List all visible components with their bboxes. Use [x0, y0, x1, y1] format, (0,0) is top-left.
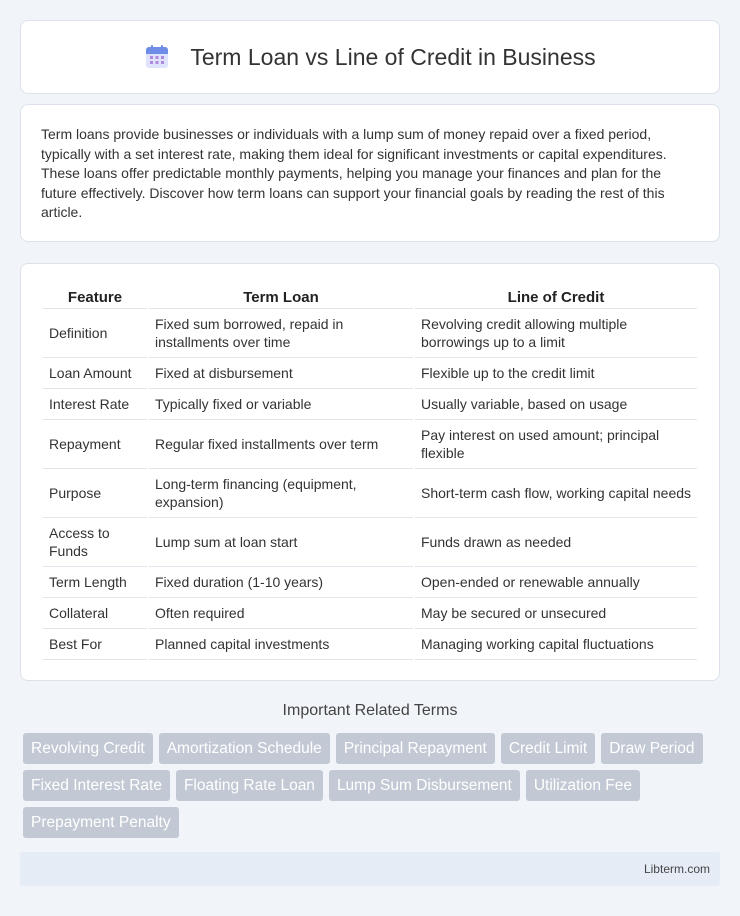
tag-prepayment-penalty[interactable]: Prepayment Penalty	[23, 807, 179, 838]
table-cell: Usually variable, based on usage	[415, 389, 697, 420]
table-row	[43, 358, 697, 389]
table-cell: Loan Amount	[43, 358, 147, 389]
table-cell: Planned capital investments	[149, 629, 413, 660]
intro-text: Term loans provide businesses or individuals with a lump sum of money repaid over a fixed period, typically with a set interest rate, making them ideal for significant investments or capital expenditures. These loans offer predictable monthly payments, helping you manage your finances and plan for the future effectively. Discover how term loans can support your financial goals by reading the rest of this article.	[41, 126, 667, 220]
table-cell: Term Length	[43, 567, 147, 598]
table-cell: Fixed sum borrowed, repaid in installments over time	[149, 309, 413, 358]
tag-credit-limit[interactable]: Credit Limit	[501, 733, 595, 764]
table-cell: Often required	[149, 598, 413, 629]
tag-principal-repayment[interactable]: Principal Repayment	[336, 733, 495, 764]
title-card	[20, 20, 720, 94]
table-cell: Collateral	[43, 598, 147, 629]
comparison-table	[41, 286, 699, 660]
table-row	[43, 567, 697, 598]
related-terms-list	[23, 733, 723, 844]
footer	[20, 852, 720, 886]
table-cell: Revolving credit allowing multiple borrowings up to a limit	[415, 309, 697, 358]
table-row	[43, 420, 697, 469]
related-terms-title: Important Related Terms	[282, 702, 458, 719]
calendar-icon	[144, 44, 170, 70]
table-row	[43, 518, 697, 567]
table-cell: Open-ended or renewable annually	[415, 567, 697, 598]
table-cell: Regular fixed installments over term	[149, 420, 413, 469]
table-header-row	[43, 286, 697, 309]
table-cell: Pay interest on used amount; principal flexible	[415, 420, 697, 469]
table-cell: Best For	[43, 629, 147, 660]
table-cell: Fixed at disbursement	[149, 358, 413, 389]
tag-fixed-interest-rate[interactable]: Fixed Interest Rate	[23, 770, 170, 801]
footer-source[interactable]: Libterm.com	[643, 862, 710, 876]
column-header-term-loan: Term Loan	[149, 286, 413, 309]
table-cell: Long-term financing (equipment, expansion)	[149, 469, 413, 518]
tag-lump-sum-disbursement[interactable]: Lump Sum Disbursement	[329, 770, 520, 801]
table-cell: Definition	[43, 309, 147, 358]
table-cell: Typically fixed or variable	[149, 389, 413, 420]
table-cell: Fixed duration (1-10 years)	[149, 567, 413, 598]
tag-utilization-fee[interactable]: Utilization Fee	[526, 770, 640, 801]
table-cell: Funds drawn as needed	[415, 518, 697, 567]
intro-card	[20, 104, 720, 242]
tag-draw-period[interactable]: Draw Period	[601, 733, 702, 764]
table-cell: Purpose	[43, 469, 147, 518]
column-header-feature: Feature	[43, 286, 147, 309]
table-cell: Interest Rate	[43, 389, 147, 420]
table-row	[43, 309, 697, 358]
table-cell: Managing working capital fluctuations	[415, 629, 697, 660]
table-row	[43, 629, 697, 660]
table-cell: Flexible up to the credit limit	[415, 358, 697, 389]
table-row	[43, 389, 697, 420]
table-cell: May be secured or unsecured	[415, 598, 697, 629]
comparison-card	[20, 263, 720, 681]
page-title: Term Loan vs Line of Credit in Business	[190, 43, 596, 70]
table-cell: Repayment	[43, 420, 147, 469]
table-cell: Short-term cash flow, working capital needs	[415, 469, 697, 518]
table-cell: Lump sum at loan start	[149, 518, 413, 567]
tag-amortization-schedule[interactable]: Amortization Schedule	[159, 733, 330, 764]
table-row	[43, 469, 697, 518]
table-cell: Access to Funds	[43, 518, 147, 567]
column-header-line-of-credit: Line of Credit	[415, 286, 697, 309]
table-row	[43, 598, 697, 629]
tag-revolving-credit[interactable]: Revolving Credit	[23, 733, 153, 764]
tag-floating-rate-loan[interactable]: Floating Rate Loan	[176, 770, 323, 801]
